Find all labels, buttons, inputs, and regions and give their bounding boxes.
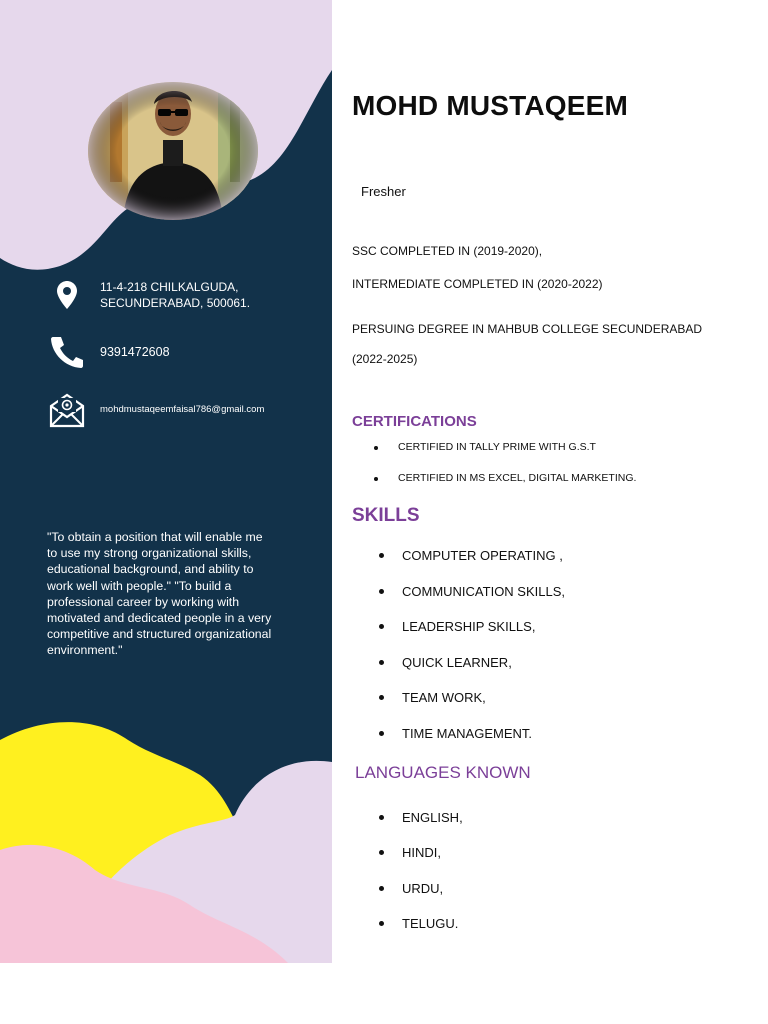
phone-number: 9391472608 <box>100 345 170 359</box>
certification-item-1: CERTIFIED IN TALLY PRIME WITH G.S.T <box>398 441 596 453</box>
phone-icon <box>49 335 85 369</box>
bullet-icon <box>374 446 378 450</box>
skill-item-6: TIME MANAGEMENT. <box>402 726 533 741</box>
main-content <box>332 0 768 963</box>
certifications-heading: CERTIFICATIONS <box>352 413 477 430</box>
language-item-4: TELUGU. <box>402 916 459 931</box>
skill-item-3: LEADERSHIP SKILLS, <box>402 619 536 634</box>
certification-item-2: CERTIFIED IN MS EXCEL, DIGITAL MARKETING. <box>398 472 637 484</box>
bullet-icon <box>379 589 384 594</box>
bullet-icon <box>379 660 384 665</box>
bullet-icon <box>379 850 384 855</box>
skill-item-1: COMPUTER OPERATING , <box>402 548 563 563</box>
bullet-icon <box>379 921 384 926</box>
language-item-2: HINDI, <box>402 845 441 860</box>
address <box>100 279 250 311</box>
skills-heading: SKILLS <box>352 505 420 526</box>
email-icon <box>49 392 85 428</box>
career-objective: "To obtain a position that will enable me to use my strong organizational skills, educational background, and ability to work well with people." "To build a professional career by working with motivated and dedicated people in a very competitive and structured organizational environment." <box>47 530 272 658</box>
skill-item-2: COMMUNICATION SKILLS, <box>402 584 566 599</box>
bullet-icon <box>379 815 384 820</box>
bullet-icon <box>379 695 384 700</box>
address-line-2: SECUNDERABAD, 500061. <box>100 296 251 310</box>
candidate-name: MOHD MUSTAQEEM <box>352 90 629 121</box>
bullet-icon <box>379 731 384 736</box>
bullet-icon <box>379 886 384 891</box>
education-line-2: INTERMEDIATE COMPLETED IN (2020-2022) <box>352 277 603 291</box>
bullet-icon <box>374 477 378 481</box>
location-pin-icon <box>57 281 77 309</box>
address-line-1: 11-4-218 CHILKALGUDA, <box>100 280 239 294</box>
email-address: mohdmustaqeemfaisal786@gmail.com <box>100 404 265 415</box>
education-line-1: SSC COMPLETED IN (2019-2020), <box>352 244 543 258</box>
bullet-icon <box>379 553 384 558</box>
language-item-3: URDU, <box>402 881 444 896</box>
candidate-status: Fresher <box>361 184 406 199</box>
sidebar <box>0 0 332 963</box>
skill-item-4: QUICK LEARNER, <box>402 655 512 670</box>
education-line-4: (2022-2025) <box>352 352 418 366</box>
profile-photo <box>88 82 258 220</box>
languages-heading: LANGUAGES KNOWN <box>355 763 531 782</box>
bullet-icon <box>379 624 384 629</box>
skill-item-5: TEAM WORK, <box>402 690 486 705</box>
education-line-3: PERSUING DEGREE IN MAHBUB COLLEGE SECUNDERABAD <box>352 322 703 336</box>
language-item-1: ENGLISH, <box>402 810 463 825</box>
